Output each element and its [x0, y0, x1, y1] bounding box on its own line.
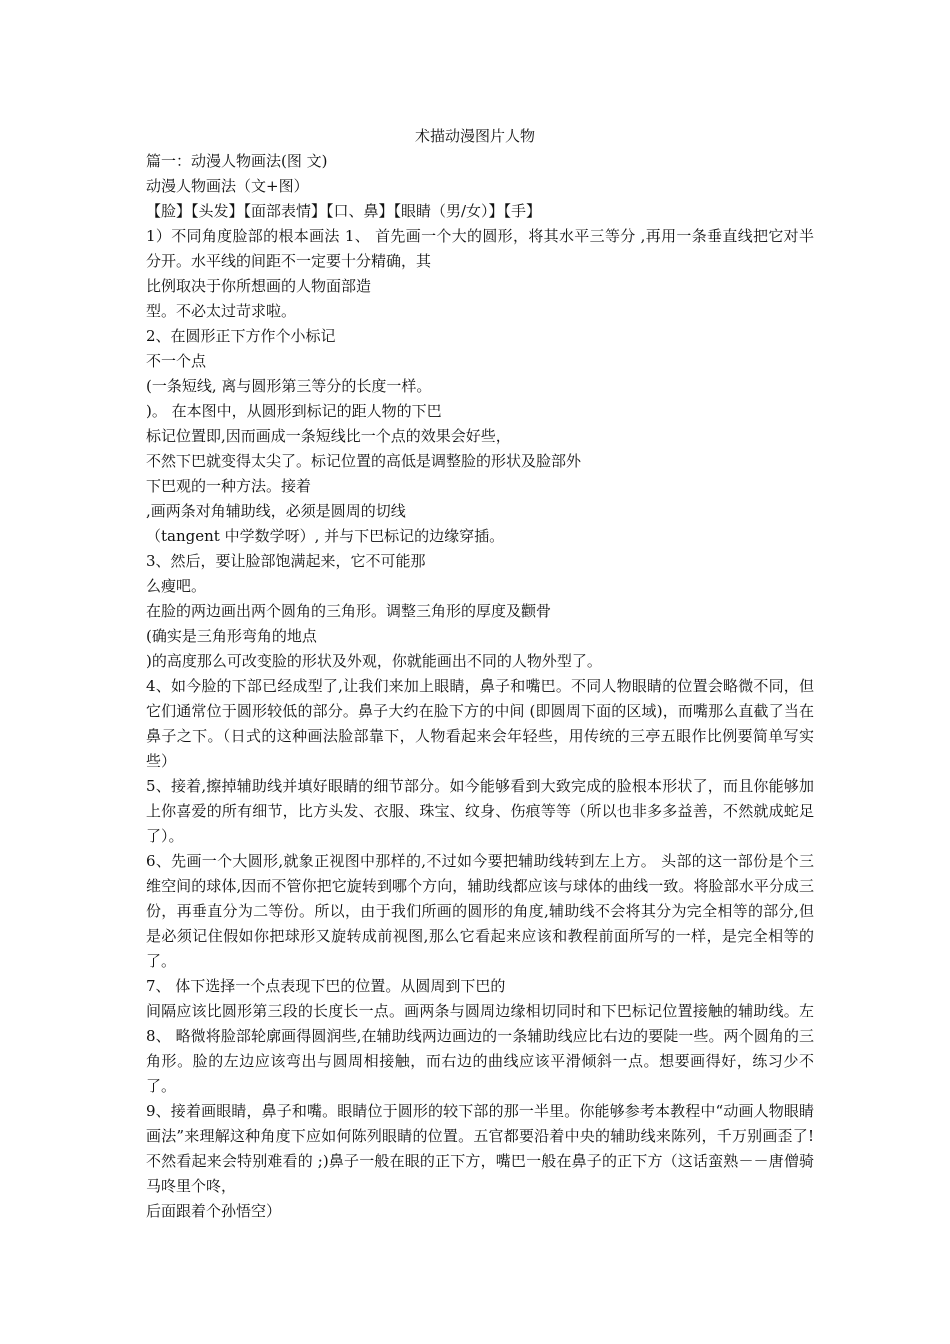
paragraph-18: 在脸的两边画出两个圆角的三角形。调整三角形的厚度及颧骨: [146, 602, 552, 620]
paragraph-17: 么瘦吧。: [146, 577, 207, 595]
paragraph-9: (一条短线, 离与圆形第三等分的长度一样。: [146, 377, 432, 395]
paragraph-5: 比例取决于你所想画的人物面部造: [146, 277, 372, 295]
paragraph-13: 下巴观的一种方法。接着: [146, 477, 312, 495]
paragraph-24: 7、 体下选择一个点表现下巴的位置。从圆周到下巴的: [146, 977, 506, 995]
paragraph-16: 3、然后，要让脸部饱满起来，它不可能那: [146, 552, 426, 570]
paragraph-23: 6、先画一个大圆形,就象正视图中那样的,不过如今要把辅助线转到左上方。 头部的这一部份是个三维空间的球体,因而不管你把它旋转到哪个方向，辅助线都应该与球体的曲线一致。将脸部水平分成三份，再垂直分为二等份。所以，由于我们所画的圆形的角度,辅助线不会将其分为完全相等的部分,但是必须记住假如你把球形又旋转成前视图,那么它看起来应该和教程前面所写的一样，是完全相等的了。: [146, 852, 814, 970]
document-body: [146, 149, 814, 1224]
paragraph-12: 不然下巴就变得太尖了。标记位置的高低是调整脸的形状及脸部外: [146, 452, 582, 470]
paragraph-22: 5、接着,擦掉辅助线并填好眼睛的细节部分。如今能够看到大致完成的脸根本形状了，而且你能够加上你喜爱的所有细节，比方头发、衣服、珠宝、纹身、伤痕等等（所以也非多多益善，不然就成蛇足了）。: [146, 777, 814, 845]
document-title: 术描动漫图片人物: [414, 127, 535, 145]
paragraph-2: 动漫人物画法（文+图）: [146, 177, 309, 195]
paragraph-26: 9、接着画眼睛，鼻子和嘴。眼睛位于圆形的较下部的那一半里。你能够参考本教程中“动画人物眼睛画法”来理解这种角度下应如何陈列眼睛的位置。五官都要沿着中央的辅助线来陈列，千万别画歪了!不然看起来会特别难看的 ;)鼻子一般在眼的正下方，嘴巴一般在鼻子的正下方（这话蛮熟－－唐僧骑马咚里个咚，: [146, 1102, 814, 1195]
paragraph-10: )。 在本图中，从圆形到标记的距人物的下巴: [146, 402, 442, 420]
paragraph-8: 不一个点: [146, 352, 207, 370]
paragraph-11: 标记位置即,因而画成一条短线比一个点的效果会好些，: [146, 427, 511, 445]
paragraph-20: )的高度那么可改变脸的形状及外观，你就能画出不同的人物外型了。: [146, 652, 602, 670]
paragraph-25: 间隔应该比圆形第三段的长度长一点。画两条与圆周边缘相切同时和下巴标记位置接触的辅助线。左 8、 略微将脸部轮廓画得圆润些,在辅助线两边画边的一条辅助线应比右边的要陡一些。两个圆角的三角形。脸的左边应该弯出与圆周相接触，而右边的曲线应该平滑倾斜一点。想要画得好，练习少不了。: [146, 1002, 814, 1095]
paragraph-15: （tangent 中学数学呀）, 并与下巴标记的边缘穿插。: [146, 527, 505, 545]
paragraph-1: 篇一：动漫人物画法(图 文): [146, 152, 328, 170]
paragraph-6: 型。不必太过苛求啦。: [146, 302, 297, 320]
paragraph-7: 2、在圆形正下方作个小标记: [146, 327, 336, 345]
paragraph-21: 4、如今脸的下部已经成型了,让我们来加上眼睛，鼻子和嘴巴。不同人物眼睛的位置会略微不同，但它们通常位于圆形较低的部分。鼻子大约在脸下方的中间 (即圆周下面的区域)，而嘴那么直截了当在鼻子之下。（日式的这种画法脸部靠下，人物看起来会年轻些，用传统的三亭五眼作比例要简单写实些）: [146, 677, 814, 770]
paragraph-4: 1）不同角度脸部的根本画法 1、 首先画一个大的圆形，将其水平三等分 ,再用一条垂直线把它对半分开。水平线的间距不一定要十分精确，其: [146, 227, 814, 270]
paragraph-27: 后面跟着个孙悟空）: [146, 1202, 282, 1220]
paragraph-19: (确实是三角形弯角的地点: [146, 627, 317, 645]
paragraph-14: ,画两条对角辅助线，必须是圆周的切线: [146, 502, 406, 520]
paragraph-3: 【脸】【头发】【面部表情】【口、鼻】【眼睛（男/女）】【手】: [146, 202, 542, 220]
